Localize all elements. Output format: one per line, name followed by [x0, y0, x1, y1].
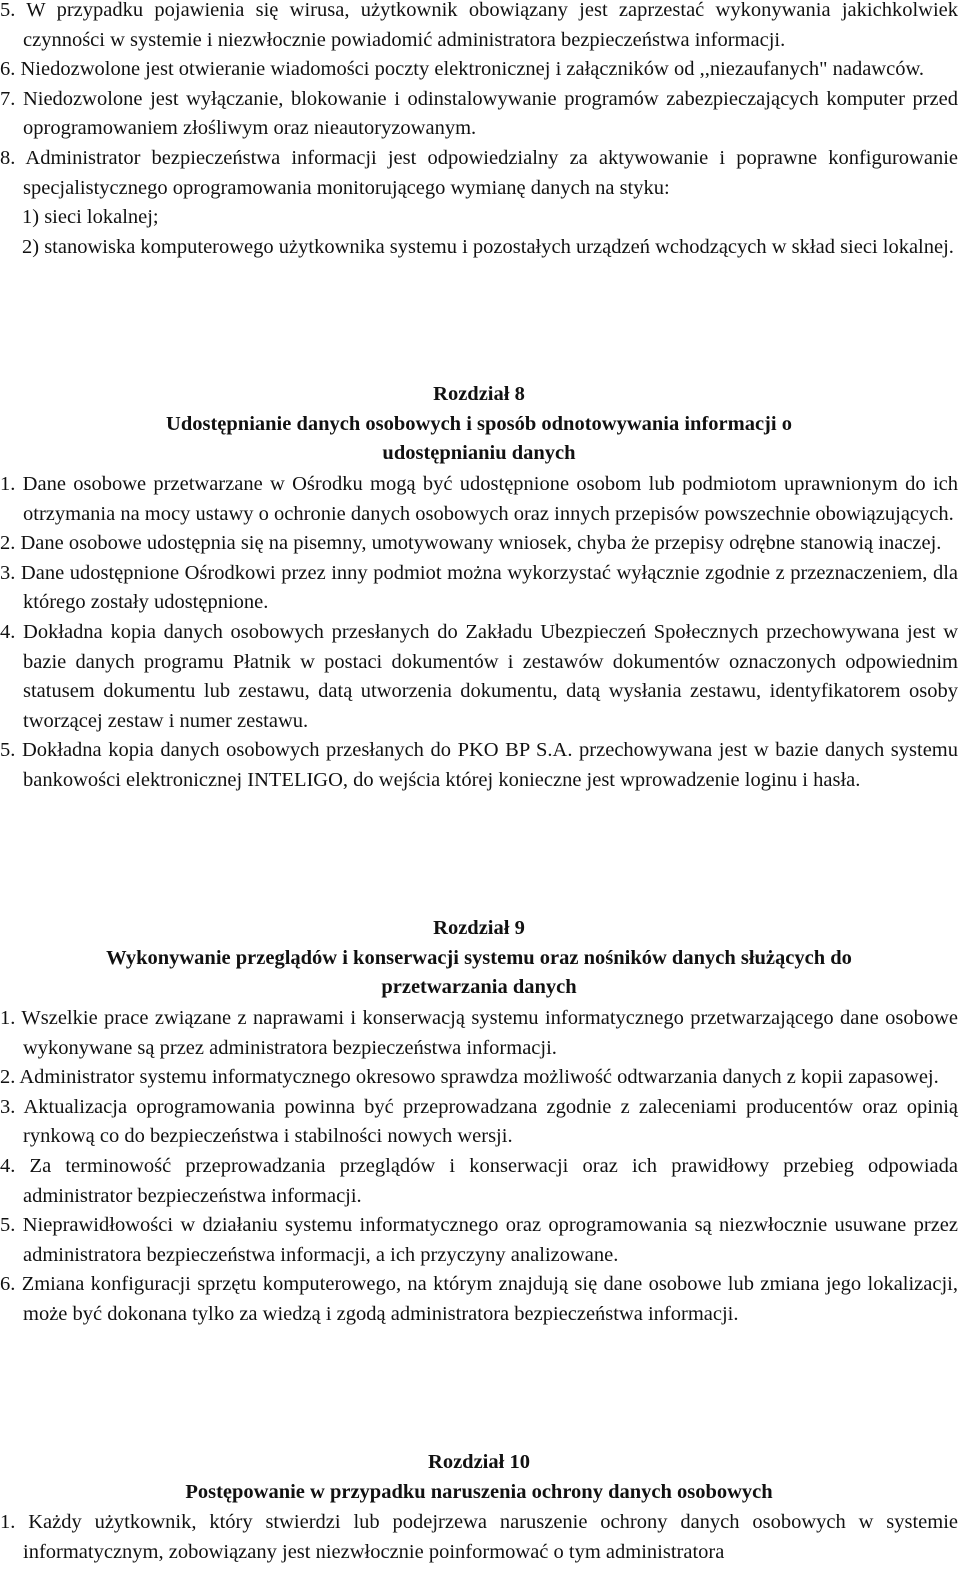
list-item: 3. Dane udostępnione Ośrodkowi przez inny podmiot można wykorzystać wyłącznie zgodnie z przeznaczeniem, dla którego zostały udostępnione. [0, 561, 958, 614]
list-item: 4. Dokładna kopia danych osobowych przesłanych do Zakładu Ubezpieczeń Społecznych przechowywana jest w bazie danych programu Płatnik w postaci dokumentów i zestawów dokumentów oznaczonych odpowiednim statusem dokumentu lub zestawu, datą utworzenia dokumentu, datą wysłania zestawu, identyfikatorem osoby tworzącej zestaw i numer zestawu. [0, 620, 958, 732]
chapter-9-title: Wykonywanie przeglądów i konserwacji systemu oraz nośników danych służących do przetwarzania danych [106, 946, 852, 999]
chapter-10-heading [0, 1448, 958, 1507]
list-item: 2. Administrator systemu informatycznego okresowo sprawdza możliwość odtwarzania danych z kopii zapasowej. [0, 1066, 939, 1089]
chapter-10-list [0, 1508, 958, 1567]
chapter-8-label: Rozdział 8 [433, 383, 525, 405]
list-item: 5. Nieprawidłowości w działaniu systemu informatycznego oraz oprogramowania są niezwłocznie usuwane przez administratora bezpieczeństwa informacji, a ich przyczyny analizowane. [0, 1214, 958, 1266]
chapter-9-list [0, 1004, 958, 1330]
list-item: 4. Za terminowość przeprowadzania przeglądów i konserwacji oraz ich prawidłowy przebieg odpowiada administrator bezpieczeństwa informacji. [0, 1154, 958, 1207]
list-item: 1. Każdy użytkownik, który stwierdzi lub podejrzewa naruszenie ochrony danych osobowych w systemie informatycznym, zobowiązany jest niezwłocznie poinformować o tym administratora [0, 1511, 958, 1563]
chapter-10-label: Rozdział 10 [428, 1451, 530, 1473]
list-item: 5. W przypadku pojawienia się wirusa, użytkownik obowiązany jest zaprzestać wykonywania jakichkolwiek czynności w systemie i niezwłocznie powiadomić administratora bezpieczeństwa informacji. [0, 0, 958, 51]
list-item: 6. Niedozwolone jest otwieranie wiadomości poczty elektronicznej i załączników od ,,niezaufanych" nadawców. [0, 58, 925, 81]
chapter-9-label: Rozdział 9 [433, 917, 525, 939]
list-item: 6. Zmiana konfiguracji sprzętu komputerowego, na którym znajdują się dane osobowe lub zmiana jego lokalizacji, może być dokonana tylko za wiedzą i zgodą administratora bezpieczeństwa informacji. [0, 1273, 958, 1325]
list-item: 1. Dane osobowe przetwarzane w Ośrodku mogą być udostępnione osobom lub podmiotom uprawnionym do ich otrzymania na mocy ustawy o ochronie danych osobowych oraz innych przepisów powszechnie obowiązujących. [0, 473, 958, 525]
chapter-8-title: Udostępnianie danych osobowych i sposób odnotowywania informacji o udostępnianiu danych [166, 412, 792, 465]
top-list [0, 0, 958, 262]
list-item: 3. Aktualizacja oprogramowania powinna być przeprowadzana zgodnie z zaleceniami producentów oraz opinią rynkową co do bezpieczeństwa i stabilności nowych wersji. [0, 1095, 958, 1148]
list-item: 5. Dokładna kopia danych osobowych przesłanych do PKO BP S.A. przechowywana jest w bazie danych systemu bankowości elektronicznej INTELIGO, do wejścia której konieczne jest wprowadzenie loginu i hasła. [0, 739, 958, 791]
chapter-8-list [0, 470, 958, 796]
list-item: 7. Niedozwolone jest wyłączanie, blokowanie i odinstalowywanie programów zabezpieczających komputer przed oprogramowaniem złośliwym oraz nieautoryzowanym. [0, 87, 958, 140]
list-item: 1. Wszelkie prace związane z naprawami i konserwacją systemu informatycznego przetwarzającego dane osobowe wykonywane są przez administratora bezpieczeństwa informacji. [0, 1007, 958, 1059]
chapter-10-title: Postępowanie w przypadku naruszenia ochrony danych osobowych [185, 1480, 773, 1503]
list-item: 2. Dane osobowe udostępnia się na pisemny, umotywowany wniosek, chyba że przepisy odrębne stanowią inaczej. [0, 532, 942, 555]
chapter-8-heading [0, 380, 958, 469]
list-item: 8. Administrator bezpieczeństwa informacji jest odpowiedzialny za aktywowanie i poprawne konfigurowanie specjalistycznego oprogramowania monitorującego wymianę danych na styku: [0, 146, 958, 199]
sub-list-item: 2) stanowiska komputerowego użytkownika systemu i pozostałych urządzeń wchodzących w skład sieci lokalnej. [22, 235, 954, 258]
sub-list-item: 1) sieci lokalnej; [22, 206, 159, 229]
chapter-9-heading [0, 914, 958, 1003]
